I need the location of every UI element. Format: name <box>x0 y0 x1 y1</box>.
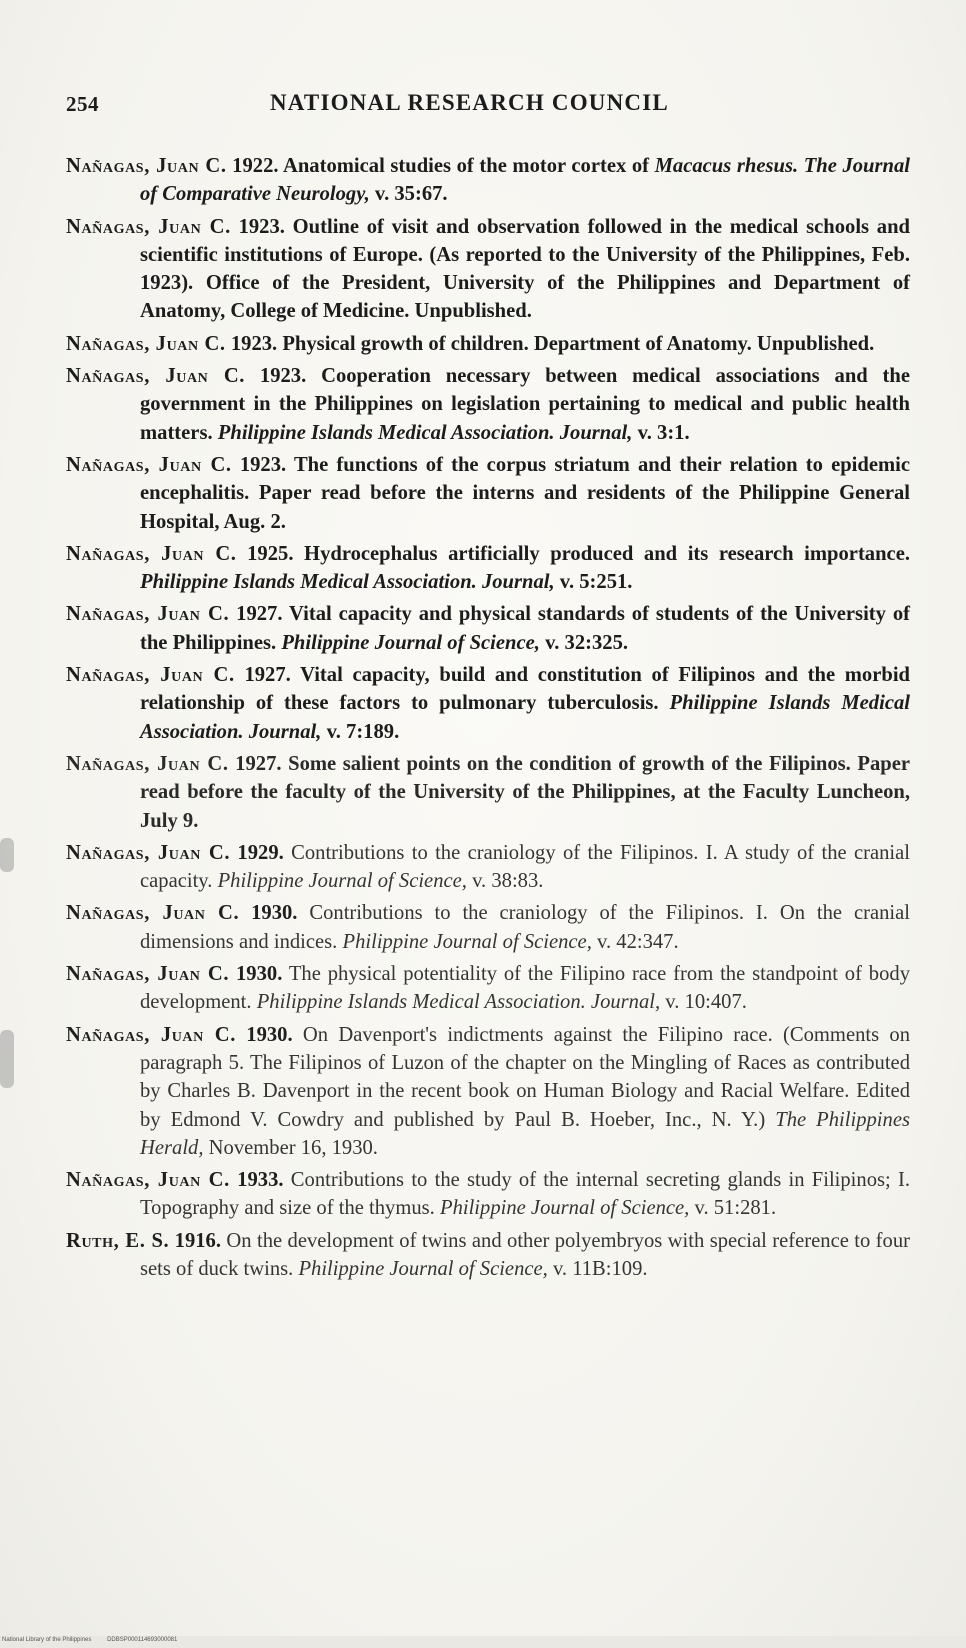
entry-title: On the development of twins and other polyembryos with special reference to four sets of duck twins. <box>140 1229 910 1280</box>
entry-author: Nañagas, Juan C. <box>66 1023 236 1046</box>
entry-citation: v. 38:83. <box>472 870 544 893</box>
entry-year: 1923. <box>238 215 285 238</box>
bibliography-entry <box>66 362 910 447</box>
bibliography-entry <box>66 661 910 746</box>
entry-title: Contributions to the study of the internal secreting glands in Filipinos; I. Topography and size of the thymus. <box>140 1169 910 1220</box>
entry-source: Philippine Journal of Science, <box>342 930 592 953</box>
entry-citation: v. 7:189. <box>326 720 400 743</box>
entry-author: Nañagas, Juan C. <box>66 365 246 388</box>
entry-year: 1925. <box>247 542 294 565</box>
entry-year: 1927. <box>235 752 282 775</box>
entry-title: On Davenport's indictments against the Filipino race. (Comments on paragraph 5. The Filipinos of Luzon of the chapter on the Mingling of Races as contributed by Charles B. Davenport in the recent book on Human Biology and Racial Welfare. Edited by Edmond V. Cowdry and published by Paul B. Hoeber, Inc., N. Y.) <box>140 1023 911 1131</box>
entry-citation: v. 3:1. <box>637 421 690 444</box>
entry-author: Nañagas, Juan C. <box>66 664 235 687</box>
bibliography-entry <box>66 839 910 896</box>
entry-author: Nañagas, Juan C. <box>66 1169 230 1192</box>
entry-citation: v. 51:281. <box>694 1197 777 1220</box>
entry-year: 1930. <box>251 902 298 925</box>
entry-year: 1923. <box>230 332 278 355</box>
entry-title: Some salient points on the condition of growth of the Filipinos. Paper read before the faculty of the University of the Philippines, at the Faculty Luncheon, July 9. <box>140 752 910 832</box>
entry-author: Nañagas, Juan C. <box>66 841 231 864</box>
entry-author: Nañagas, Juan C. <box>66 902 240 925</box>
bibliography-entry <box>66 152 910 209</box>
entry-source: Macacus rhesus. The Journal of Comparative Neurology, <box>140 155 911 206</box>
entry-citation: v. 32:325. <box>545 631 629 654</box>
page-number: 254 <box>66 92 99 116</box>
footer-library: National Library of the Philippines <box>2 1637 92 1643</box>
entry-year: 1922. <box>232 155 279 177</box>
entry-title: Anatomical studies of the motor cortex of <box>282 155 650 177</box>
entry-source: Philippine Journal of Science, <box>298 1257 548 1280</box>
entry-citation: v. 10:407. <box>665 991 747 1014</box>
entry-source: Philippine Islands Medical Association. Journal, <box>217 421 633 444</box>
entry-year: 1930. <box>246 1023 293 1046</box>
entry-citation: v. 42:347. <box>597 930 679 953</box>
bibliography-entry <box>66 1021 910 1162</box>
entry-title: Cooperation necessary between medical associations and the government in the Philippines on legislation pertaining to medical and public health matters. <box>140 365 911 444</box>
entry-title: Physical growth of children. Department of Anatomy. Unpublished. <box>282 332 875 355</box>
entry-author: Nañagas, Juan C. <box>66 963 230 986</box>
running-head: NATIONAL RESEARCH COUNCIL <box>270 90 669 115</box>
entry-title: Contributions to the craniology of the Filipinos. I. A study of the cranial capacity. <box>140 841 910 893</box>
bibliography-list <box>66 152 910 1287</box>
entry-year: 1929. <box>237 841 284 864</box>
entry-title: Vital capacity and physical standards of students of the University of the Philippines. <box>140 603 911 654</box>
bibliography-entry <box>66 540 910 597</box>
entry-source: Philippine Islands Medical Association. Journal, <box>140 692 910 743</box>
entry-year: 1933. <box>237 1169 284 1192</box>
entry-citation: November 16, 1930. <box>208 1136 378 1159</box>
scan-footer <box>2 1637 191 1643</box>
entry-year: 1927. <box>236 603 283 626</box>
page-header <box>66 88 706 128</box>
scan-artifact-mark <box>0 838 14 872</box>
entry-author: Nañagas, Juan C. <box>66 332 226 355</box>
entry-year: 1930. <box>236 963 283 986</box>
entry-title: Vital capacity, build and constitution of Filipinos and the morbid relationship of these factors to pulmonary tuberculosis. <box>140 664 910 715</box>
entry-title: Hydrocephalus artificially produced and its research importance. <box>304 542 910 565</box>
bibliography-entry <box>66 1166 910 1223</box>
bibliography-entry <box>66 600 910 657</box>
entry-year: 1923. <box>239 453 287 476</box>
bibliography-entry <box>66 960 910 1017</box>
entry-source: Philippine Journal of Science, <box>439 1197 690 1220</box>
footer-code: DDBSP000114693000081 <box>107 1637 178 1643</box>
entry-title: The physical potentiality of the Filipino race from the standpoint of body development. <box>140 963 910 1014</box>
entry-title: The functions of the corpus striatum and their relation to epidemic encephalitis. Paper read before the interns and residents of the Philippine General Hospital, Aug. 2. <box>140 453 910 533</box>
scan-artifact-mark <box>0 1030 14 1088</box>
entry-title: Outline of visit and observation followed in the medical schools and scientific institutions of Europe. (As reported to the University of the Philippines, Feb. 1923). Office of the President, University of the Philippines and Department of Anatomy, College of Medicine. Unpublished. <box>140 215 910 323</box>
entry-source: Philippine Islands Medical Association. Journal, <box>256 991 661 1014</box>
entry-year: 1916. <box>174 1229 221 1252</box>
entry-author: Nañagas, Juan C. <box>66 542 237 565</box>
bibliography-entry <box>66 899 910 956</box>
entry-citation: v. 5:251. <box>559 571 633 594</box>
entry-source: Philippine Islands Medical Association. Journal, <box>140 571 555 594</box>
entry-author: Nañagas, Juan C. <box>66 453 232 476</box>
entry-source: Philippine Journal of Science, <box>281 631 540 654</box>
entry-year: 1923. <box>259 365 307 388</box>
bibliography-entry <box>66 750 910 835</box>
entry-author: Nañagas, Juan C. <box>66 155 227 177</box>
bibliography-entry <box>66 330 910 358</box>
entry-citation: v. 11B:109. <box>552 1257 648 1280</box>
bibliography-entry <box>66 451 910 536</box>
entry-year: 1927. <box>244 664 291 687</box>
entry-citation: v. 35:67. <box>374 183 448 206</box>
entry-source: Philippine Journal of Science, <box>217 870 467 893</box>
bibliography-entry <box>66 213 910 326</box>
entry-author: Nañagas, Juan C. <box>66 603 230 626</box>
entry-title: Contributions to the craniology of the Filipinos. I. On the cranial dimensions and indices. <box>140 902 910 953</box>
bibliography-entry <box>66 1227 910 1284</box>
entry-author: Nañagas, Juan C. <box>66 752 229 775</box>
entry-author: Nañagas, Juan C. <box>66 215 231 238</box>
entry-source: The Philippines Herald, <box>140 1108 910 1159</box>
entry-author: Ruth, E. S. <box>66 1229 170 1252</box>
